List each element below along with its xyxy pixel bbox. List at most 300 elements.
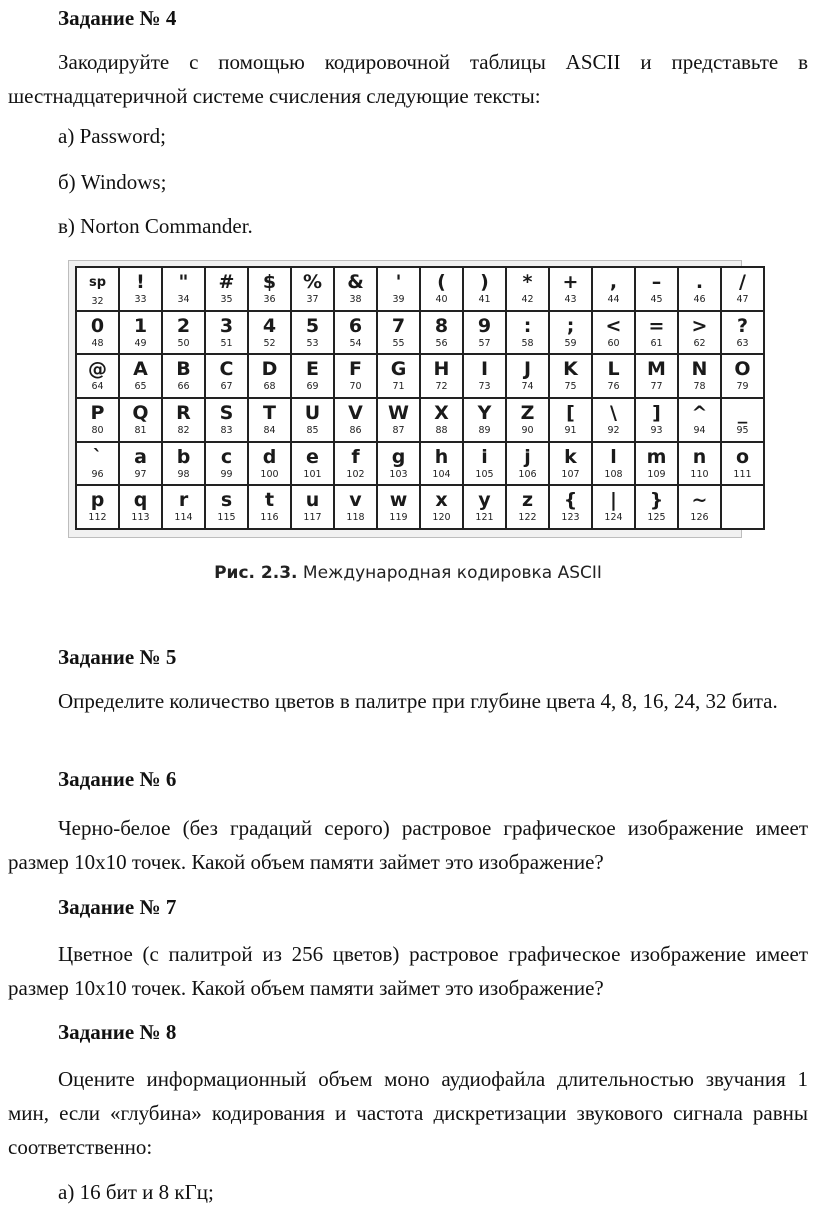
ascii-char: M (647, 358, 666, 381)
ascii-cell (162, 267, 205, 311)
ascii-char: ~ (691, 489, 708, 512)
ascii-cell (721, 267, 764, 311)
task6-text: Черно-белое (без градаций серого) растровое графическое изображение имеет размер 10х10 точек. Какой объем памяти займет это изображение? (8, 816, 808, 874)
ascii-code: 46 (693, 294, 706, 305)
ascii-cell (592, 311, 635, 355)
ascii-cell (592, 398, 635, 442)
ascii-char: L (607, 358, 620, 381)
ascii-char: 6 (348, 314, 363, 337)
ascii-cell (506, 398, 549, 442)
ascii-cell (291, 398, 334, 442)
ascii-code: 120 (432, 512, 451, 524)
figure-caption-text: Международная кодировка ASCII (297, 563, 602, 583)
task5-text: Определите количество цветов в палитре при глубине цвета 4, 8, 16, 24, 32 бита. (58, 689, 778, 713)
ascii-code: 80 (91, 424, 104, 436)
ascii-code: 61 (650, 337, 663, 349)
ascii-code: 74 (521, 381, 534, 393)
ascii-char: K (563, 358, 578, 381)
task8-text: Оцените информационный объем моно аудиофайла длительностью звучания 1 мин, если «глубина» кодирования и частота дискретизации звукового сигнала равны соответственно: (8, 1067, 808, 1159)
ascii-code: 113 (131, 512, 150, 524)
ascii-code: 45 (650, 294, 663, 305)
ascii-cell (162, 354, 205, 398)
ascii-code: 60 (607, 337, 620, 349)
ascii-code: 116 (260, 512, 279, 524)
ascii-code: 34 (177, 294, 190, 305)
ascii-char: g (391, 445, 406, 468)
ascii-cell (592, 354, 635, 398)
ascii-char: : (523, 314, 532, 337)
ascii-char: F (349, 358, 362, 381)
ascii-code: 90 (521, 424, 534, 436)
ascii-code: 126 (690, 512, 709, 524)
ascii-char: 2 (176, 314, 191, 337)
ascii-cell (678, 398, 721, 442)
ascii-char: D (261, 358, 278, 381)
ascii-code: 86 (349, 424, 362, 436)
ascii-char: X (434, 401, 449, 424)
task7-text: Цветное (с палитрой из 256 цветов) растровое графическое изображение имеет размер 10х10 точек. Какой объем памяти займет это изображение? (8, 942, 808, 1000)
ascii-char: 7 (391, 314, 406, 337)
ascii-cell (76, 311, 119, 355)
ascii-cell (248, 442, 291, 486)
ascii-cell (635, 354, 678, 398)
ascii-code: 67 (220, 381, 233, 393)
ascii-code: 76 (607, 381, 620, 393)
ascii-code: 81 (134, 424, 147, 436)
ascii-code: 33 (134, 294, 147, 305)
ascii-cell (162, 485, 205, 529)
ascii-char: 5 (305, 314, 320, 337)
ascii-cell (635, 442, 678, 486)
ascii-code: 54 (349, 337, 362, 349)
ascii-cell (291, 311, 334, 355)
ascii-char: O (734, 358, 751, 381)
ascii-cell (420, 442, 463, 486)
ascii-cell (162, 311, 205, 355)
ascii-char: x (435, 489, 448, 512)
ascii-code: 71 (392, 381, 405, 393)
ascii-cell (506, 311, 549, 355)
ascii-char: t (264, 489, 275, 512)
ascii-cell (463, 311, 506, 355)
ascii-char: ) (480, 271, 489, 293)
ascii-char: C (219, 358, 234, 381)
ascii-char: Y (477, 401, 492, 424)
task6-title: Задание № 6 (58, 767, 177, 791)
ascii-char: W (388, 401, 409, 424)
ascii-row (76, 267, 764, 311)
ascii-code: 82 (177, 424, 190, 436)
ascii-code: 96 (91, 468, 104, 480)
ascii-cell (635, 311, 678, 355)
ascii-cell (76, 485, 119, 529)
ascii-cell (291, 354, 334, 398)
ascii-char: sp (88, 275, 107, 290)
ascii-code: 47 (736, 294, 749, 305)
ascii-char: 3 (219, 314, 234, 337)
ascii-char: T (263, 401, 276, 424)
ascii-cell (119, 354, 162, 398)
task4-title: Задание № 4 (58, 6, 177, 30)
ascii-cell (119, 485, 162, 529)
ascii-char: p (90, 489, 105, 512)
ascii-char: m (646, 445, 667, 468)
ascii-code: 119 (389, 512, 408, 524)
ascii-char: & (347, 271, 364, 293)
ascii-char: @ (88, 358, 107, 381)
ascii-char: } (649, 489, 664, 512)
ascii-code: 107 (561, 468, 580, 480)
ascii-char: N (691, 358, 708, 381)
ascii-char: J (523, 358, 532, 381)
ascii-code: 101 (303, 468, 322, 480)
ascii-cell (377, 485, 420, 529)
ascii-code: 40 (435, 294, 448, 305)
ascii-cell (635, 485, 678, 529)
ascii-cell (291, 267, 334, 311)
ascii-code: 35 (220, 294, 233, 305)
ascii-code: 41 (478, 294, 491, 305)
ascii-char: [ (566, 401, 575, 424)
ascii-char: H (433, 358, 450, 381)
ascii-code: 92 (607, 424, 620, 436)
ascii-table (75, 266, 765, 530)
ascii-char: ' (395, 271, 402, 293)
ascii-char (722, 489, 763, 511)
ascii-char: h (434, 445, 449, 468)
ascii-cell (549, 398, 592, 442)
ascii-cell (76, 442, 119, 486)
ascii-code: 72 (435, 381, 448, 393)
ascii-cell (721, 398, 764, 442)
ascii-cell (119, 311, 162, 355)
ascii-row (76, 398, 764, 442)
ascii-char: 0 (90, 314, 105, 337)
ascii-cell (506, 354, 549, 398)
ascii-row (76, 485, 764, 529)
ascii-code: 63 (736, 337, 749, 349)
ascii-code: 57 (478, 337, 491, 349)
ascii-cell (377, 398, 420, 442)
ascii-char: P (90, 401, 105, 424)
ascii-cell (76, 354, 119, 398)
ascii-cell (76, 398, 119, 442)
ascii-char: y (478, 489, 491, 512)
ascii-code: 85 (306, 424, 319, 436)
figure-caption-label: Рис. 2.3. (214, 563, 298, 583)
ascii-code: 58 (521, 337, 534, 349)
ascii-char: ( (437, 271, 446, 293)
ascii-cell (420, 485, 463, 529)
ascii-cell (334, 311, 377, 355)
ascii-cell (248, 311, 291, 355)
ascii-char: 4 (262, 314, 277, 337)
ascii-code: 55 (392, 337, 405, 349)
ascii-char: _ (737, 401, 748, 424)
ascii-char: ` (92, 445, 103, 468)
ascii-code: 32 (91, 296, 104, 307)
ascii-char: ! (136, 271, 145, 293)
ascii-char: i (481, 445, 488, 468)
ascii-row (76, 442, 764, 486)
ascii-code: 48 (91, 337, 104, 349)
ascii-cell (248, 267, 291, 311)
ascii-char: u (305, 489, 320, 512)
ascii-code: 51 (220, 337, 233, 349)
ascii-char: o (735, 445, 750, 468)
ascii-cell (420, 267, 463, 311)
ascii-cell (162, 398, 205, 442)
ascii-code: 50 (177, 337, 190, 349)
ascii-char: 8 (434, 314, 449, 337)
ascii-cell (592, 267, 635, 311)
ascii-char: a (134, 445, 147, 468)
ascii-char: d (262, 445, 277, 468)
ascii-code: 99 (220, 468, 233, 480)
ascii-code: 56 (435, 337, 448, 349)
ascii-cell (205, 442, 248, 486)
ascii-cell (635, 398, 678, 442)
ascii-row (76, 354, 764, 398)
ascii-cell (420, 354, 463, 398)
ascii-char: % (302, 271, 323, 293)
ascii-code: 106 (518, 468, 537, 480)
ascii-cell (205, 311, 248, 355)
ascii-cell (678, 354, 721, 398)
ascii-char: n (692, 445, 707, 468)
ascii-code: 75 (564, 381, 577, 393)
ascii-cell (420, 398, 463, 442)
ascii-cell (592, 442, 635, 486)
ascii-char: , (609, 271, 618, 293)
ascii-char: $ (262, 271, 277, 293)
ascii-code: 83 (220, 424, 233, 436)
ascii-code: 109 (647, 468, 666, 480)
ascii-char: ^ (691, 401, 708, 424)
ascii-char: S (219, 401, 234, 424)
ascii-cell (463, 354, 506, 398)
ascii-code: 115 (217, 512, 236, 524)
ascii-code: 93 (650, 424, 663, 436)
ascii-code: 95 (736, 424, 749, 436)
ascii-char: / (739, 271, 746, 293)
ascii-cell (334, 267, 377, 311)
task5-title: Задание № 5 (58, 645, 177, 669)
ascii-cell (291, 485, 334, 529)
ascii-code: 104 (432, 468, 451, 480)
ascii-char: s (220, 489, 233, 512)
ascii-code: 100 (260, 468, 279, 480)
ascii-char: . (695, 271, 704, 293)
ascii-cell (721, 354, 764, 398)
ascii-row (76, 311, 764, 355)
ascii-table-figure (68, 260, 752, 538)
ascii-cell (248, 485, 291, 529)
ascii-cell (248, 354, 291, 398)
figure-caption (0, 562, 816, 584)
ascii-code: 98 (177, 468, 190, 480)
ascii-code: 65 (134, 381, 147, 393)
ascii-code: 70 (349, 381, 362, 393)
ascii-cell (463, 267, 506, 311)
ascii-cell (334, 398, 377, 442)
ascii-code: 114 (174, 512, 193, 524)
ascii-code: 117 (303, 512, 322, 524)
ascii-char: > (691, 314, 708, 337)
ascii-cell (119, 398, 162, 442)
ascii-cell (291, 442, 334, 486)
ascii-char: ? (736, 314, 749, 337)
ascii-char: r (178, 489, 189, 512)
ascii-code: 103 (389, 468, 408, 480)
ascii-cell (721, 311, 764, 355)
task7-title: Задание № 7 (58, 895, 177, 919)
ascii-code: 39 (392, 294, 405, 305)
task4-item-b: б) Windows; (58, 170, 167, 194)
ascii-code: 43 (564, 294, 577, 305)
ascii-char: V (348, 401, 363, 424)
ascii-code: 122 (518, 512, 537, 524)
ascii-code: 69 (306, 381, 319, 393)
ascii-code: 62 (693, 337, 706, 349)
ascii-code: 66 (177, 381, 190, 393)
ascii-cell (334, 485, 377, 529)
ascii-char: < (605, 314, 622, 337)
ascii-code: 73 (478, 381, 491, 393)
ascii-code: 36 (263, 294, 276, 305)
ascii-cell (721, 485, 764, 529)
ascii-code: 49 (134, 337, 147, 349)
ascii-char: Q (132, 401, 149, 424)
ascii-code: 77 (650, 381, 663, 393)
ascii-char: + (562, 271, 579, 293)
ascii-code: 79 (736, 381, 749, 393)
ascii-code: 125 (647, 512, 666, 524)
ascii-code: 110 (690, 468, 709, 480)
ascii-code: 42 (521, 294, 534, 305)
ascii-code: 37 (306, 294, 319, 305)
ascii-char: { (563, 489, 578, 512)
ascii-char: 9 (477, 314, 492, 337)
ascii-cell (463, 398, 506, 442)
ascii-cell (205, 354, 248, 398)
ascii-cell (420, 311, 463, 355)
ascii-cell (635, 267, 678, 311)
ascii-cell (463, 442, 506, 486)
ascii-cell (549, 442, 592, 486)
ascii-char: E (306, 358, 319, 381)
ascii-code: 88 (435, 424, 448, 436)
ascii-char: 1 (133, 314, 148, 337)
ascii-char: v (349, 489, 362, 512)
ascii-char: ] (652, 401, 661, 424)
ascii-code: 59 (564, 337, 577, 349)
ascii-char: * (522, 271, 533, 293)
ascii-char: ; (566, 314, 575, 337)
ascii-char: R (176, 401, 191, 424)
ascii-cell (678, 485, 721, 529)
ascii-cell (334, 354, 377, 398)
ascii-code: 102 (346, 468, 365, 480)
ascii-cell (119, 267, 162, 311)
ascii-code: 111 (733, 468, 752, 480)
ascii-char: = (648, 314, 665, 337)
task4-item-c: в) Norton Commander. (58, 214, 253, 238)
ascii-code: 123 (561, 512, 580, 524)
ascii-char: Z (520, 401, 535, 424)
ascii-code: 94 (693, 424, 706, 436)
ascii-code: 121 (475, 512, 494, 524)
ascii-cell (162, 442, 205, 486)
ascii-code: 118 (346, 512, 365, 524)
ascii-cell (205, 267, 248, 311)
ascii-cell (721, 442, 764, 486)
ascii-code: 112 (88, 512, 107, 524)
task8-title: Задание № 8 (58, 1020, 177, 1044)
ascii-cell (506, 267, 549, 311)
ascii-code: 91 (564, 424, 577, 436)
ascii-cell (377, 354, 420, 398)
ascii-code: 97 (134, 468, 147, 480)
ascii-code: 89 (478, 424, 491, 436)
ascii-char: A (133, 358, 148, 381)
ascii-char: I (480, 358, 489, 381)
ascii-code: 68 (263, 381, 276, 393)
ascii-char: U (304, 401, 321, 424)
ascii-code: 52 (263, 337, 276, 349)
ascii-char: z (521, 489, 534, 512)
ascii-code: 87 (392, 424, 405, 436)
ascii-cell (506, 442, 549, 486)
ascii-cell (377, 267, 420, 311)
ascii-cell (549, 485, 592, 529)
ascii-cell (549, 354, 592, 398)
task4-text: Закодируйте с помощью кодировочной таблицы ASCII и представьте в шестнадцатеричной системе счисления следующие тексты: (8, 50, 808, 108)
ascii-code: 124 (604, 512, 623, 524)
ascii-cell (592, 485, 635, 529)
ascii-char: | (610, 489, 617, 512)
ascii-cell (248, 398, 291, 442)
ascii-cell (678, 311, 721, 355)
ascii-cell (463, 485, 506, 529)
ascii-char: " (178, 271, 189, 293)
ascii-char: e (306, 445, 319, 468)
ascii-cell (678, 442, 721, 486)
ascii-code: 84 (263, 424, 276, 436)
ascii-char: B (176, 358, 191, 381)
ascii-code: 105 (475, 468, 494, 480)
ascii-char: c (220, 445, 233, 468)
ascii-char: # (218, 271, 235, 293)
ascii-char: – (651, 271, 662, 293)
ascii-cell (377, 311, 420, 355)
ascii-cell (76, 267, 119, 311)
ascii-code: 108 (604, 468, 623, 480)
ascii-char: q (133, 489, 148, 512)
ascii-cell (205, 485, 248, 529)
ascii-cell (119, 442, 162, 486)
ascii-cell (506, 485, 549, 529)
task8-item-a: а) 16 бит и 8 кГц; (58, 1180, 214, 1204)
ascii-char: \ (610, 401, 617, 424)
ascii-char: k (564, 445, 577, 468)
task4-item-a: а) Password; (58, 124, 166, 148)
ascii-char: w (389, 489, 408, 512)
ascii-char: l (610, 445, 617, 468)
ascii-cell (334, 442, 377, 486)
ascii-code: 78 (693, 381, 706, 393)
ascii-char: b (176, 445, 191, 468)
